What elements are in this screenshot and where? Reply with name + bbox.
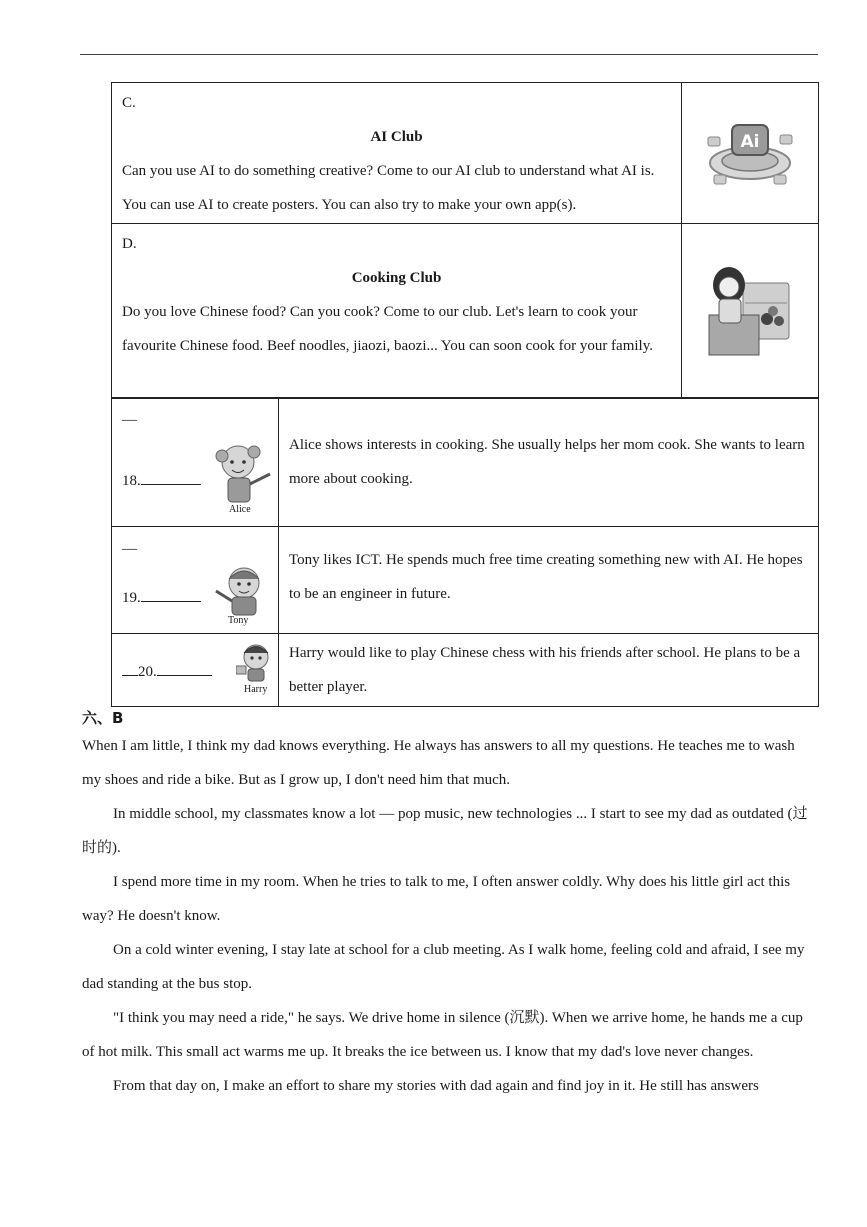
alice-avatar bbox=[210, 440, 280, 506]
club-row-ai bbox=[112, 83, 818, 223]
question-row bbox=[112, 526, 818, 633]
section-title: 六、B bbox=[82, 709, 124, 727]
question-left-cell bbox=[112, 398, 279, 526]
passage-paragraph: In middle school, my classmates know a lot — pop music, new technologies ... I start to see my dad as outdated (过时的). bbox=[82, 806, 808, 856]
answer-blank[interactable] bbox=[157, 661, 212, 676]
dash: — bbox=[122, 541, 137, 557]
club-title: Cooking Club bbox=[351, 270, 442, 286]
answer-blank[interactable] bbox=[141, 587, 201, 602]
club-text-cell bbox=[112, 83, 682, 223]
club-title: AI Club bbox=[370, 129, 423, 145]
question-row bbox=[112, 633, 818, 706]
cooking-girl-illustration bbox=[682, 224, 818, 398]
club-row-cooking bbox=[112, 223, 818, 398]
dash: — bbox=[122, 412, 137, 428]
reading-passage bbox=[82, 729, 817, 1103]
passage-paragraph: When I am little, I think my dad knows everything. He always has answers to all my questions. He teaches me to wash my shoes and ride a bike. But as I grow up, I don't need him that much. bbox=[82, 738, 795, 788]
club-description: Do you love Chinese food? Can you cook? Come to our club. Let's learn to cook your favourite Chinese food. Beef noodles, jiaozi, baozi... You can soon cook for your family. bbox=[122, 304, 653, 354]
passage-paragraph: I spend more time in my room. When he tries to talk to me, I often answer coldly. Why does his little girl act this way? He doesn't know. bbox=[82, 874, 791, 924]
header-rule bbox=[80, 54, 818, 55]
question-number: 19. bbox=[122, 587, 201, 607]
question-row bbox=[112, 397, 818, 526]
club-description: Can you use AI to do something creative? Come to our AI club to understand what AI is. You can use AI to create posters. You can also try to make your own app(s). bbox=[122, 163, 655, 213]
match-table bbox=[111, 397, 819, 707]
avatar-name: Harry bbox=[244, 684, 268, 695]
club-letter: C. bbox=[122, 95, 136, 111]
avatar-name: Tony bbox=[228, 615, 249, 626]
passage-paragraph: "I think you may need a ride," he says. We drive home in silence (沉默). When we arrive home, he hands me a cup of hot milk. This small act warms me up. It breaks the ice between us. I know that my dad's love never changes. bbox=[82, 1010, 803, 1060]
question-text: Alice shows interests in cooking. She usually helps her mom cook. She wants to learn more about cooking. bbox=[289, 437, 805, 487]
ai-icon-text: Ai bbox=[740, 132, 760, 152]
passage-paragraph: On a cold winter evening, I stay late at school for a club meeting. As I walk home, feeling cold and afraid, I see my dad standing at the bus stop. bbox=[82, 942, 805, 992]
answer-blank[interactable] bbox=[141, 470, 201, 485]
ai-icon bbox=[682, 83, 818, 223]
club-table bbox=[111, 82, 819, 399]
passage-paragraph: From that day on, I make an effort to share my stories with dad again and find joy in it. He still has answers bbox=[113, 1078, 759, 1094]
answer-blank-lead bbox=[122, 661, 138, 676]
question-number: 20. bbox=[122, 661, 212, 681]
harry-avatar bbox=[236, 640, 276, 682]
club-letter: D. bbox=[122, 236, 137, 252]
tony-avatar bbox=[212, 563, 272, 617]
question-left-cell bbox=[112, 634, 279, 706]
question-number: 18. bbox=[122, 470, 201, 490]
question-text: Tony likes ICT. He spends much free time creating something new with AI. He hopes to be an engineer in future. bbox=[289, 552, 803, 602]
question-text: Harry would like to play Chinese chess with his friends after school. He plans to be a better player. bbox=[289, 645, 801, 695]
club-text-cell bbox=[112, 224, 682, 398]
avatar-name: Alice bbox=[229, 504, 251, 515]
question-left-cell bbox=[112, 527, 279, 633]
